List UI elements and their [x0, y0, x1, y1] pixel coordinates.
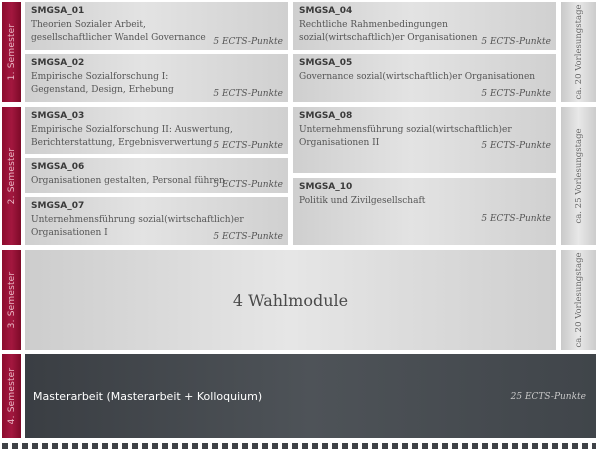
module-smgsa-01	[25, 2, 288, 50]
semester-label-3	[2, 250, 21, 350]
lecture-days-text: ca. 25 Vorlesungstage	[573, 128, 584, 224]
module-title: Organisationen II	[299, 138, 380, 148]
module-title: Politik und Zivilgesellschaft	[299, 196, 426, 206]
module-title: Organisationen I	[31, 228, 108, 238]
module-smgsa-03	[25, 107, 288, 154]
lecture-days-text: ca. 20 Vorlesungstage	[573, 4, 584, 100]
module-smgsa-08	[293, 107, 556, 173]
module-smgsa-10	[293, 178, 556, 245]
lecture-days-sem1	[561, 2, 596, 102]
module-code: SMGSA_06	[31, 162, 85, 172]
module-smgsa-06	[25, 158, 288, 193]
module-title: Gegenstand, Design, Erhebung	[31, 85, 174, 95]
module-title: Empirische Sozialforschung II: Auswertung,	[31, 125, 233, 135]
master-thesis-ects: 25 ECTS-Punkte	[510, 392, 586, 402]
module-title: gesellschaftlicher Wandel Governance	[31, 33, 206, 43]
module-title: Empirische Sozialforschung I:	[31, 72, 169, 82]
module-ects: 5 ECTS-Punkte	[213, 141, 283, 151]
semester-label-text: 3. Semester	[6, 271, 17, 329]
semester-label-text: 2. Semester	[6, 147, 17, 205]
elective-modules-label: 4 Wahlmodule	[232, 290, 349, 310]
module-ects: 5 ECTS-Punkte	[481, 214, 551, 224]
lecture-days-text: ca. 20 Vorlesungstage	[573, 252, 584, 348]
semester-label-4	[2, 354, 21, 438]
module-code: SMGSA_03	[31, 111, 85, 121]
module-title: sozial(wirtschaftlich)er Organisationen	[299, 33, 478, 43]
module-title: Unternehmensführung sozial(wirtschaftlich)er	[299, 125, 512, 135]
module-ects: 5 ECTS-Punkte	[481, 37, 551, 47]
module-ects: 5 ECTS-Punkte	[481, 89, 551, 99]
module-code: SMGSA_08	[299, 111, 353, 121]
master-thesis-block	[25, 354, 596, 438]
module-code: SMGSA_01	[31, 6, 85, 16]
module-title: Unternehmensführung sozial(wirtschaftlich)er	[31, 215, 244, 225]
module-code: SMGSA_05	[299, 58, 353, 68]
semester-label-1	[2, 2, 21, 102]
elective-modules-block	[25, 250, 556, 350]
module-code: SMGSA_04	[299, 6, 353, 16]
module-smgsa-05	[293, 54, 556, 102]
lecture-days-sem2	[561, 107, 596, 245]
module-ects: 5 ECTS-Punkte	[213, 180, 283, 190]
module-code: SMGSA_07	[31, 201, 85, 211]
module-ects: 5 ECTS-Punkte	[213, 37, 283, 47]
master-thesis-label: Masterarbeit (Masterarbeit + Kolloquium)	[33, 390, 263, 403]
module-code: SMGSA_10	[299, 182, 353, 192]
lecture-days-sem3	[561, 250, 596, 350]
module-smgsa-07	[25, 197, 288, 245]
semester-label-2	[2, 107, 21, 245]
module-title: Rechtliche Rahmenbedingungen	[299, 20, 448, 30]
dashed-divider	[2, 443, 596, 449]
module-title: Organisationen gestalten, Personal führen	[31, 176, 225, 186]
module-title: Berichterstattung, Ergebnisverwertung	[31, 138, 213, 148]
module-title: Theorien Sozialer Arbeit,	[31, 20, 146, 30]
module-smgsa-02	[25, 54, 288, 102]
module-ects: 5 ECTS-Punkte	[213, 232, 283, 242]
semester-label-text: 4. Semester	[6, 367, 17, 425]
module-title: Governance sozial(wirtschaftlich)er Organisationen	[299, 72, 536, 82]
module-code: SMGSA_02	[31, 58, 85, 68]
module-ects: 5 ECTS-Punkte	[213, 89, 283, 99]
semester-label-text: 1. Semester	[6, 23, 17, 81]
module-smgsa-04	[293, 2, 556, 50]
module-ects: 5 ECTS-Punkte	[481, 141, 551, 151]
